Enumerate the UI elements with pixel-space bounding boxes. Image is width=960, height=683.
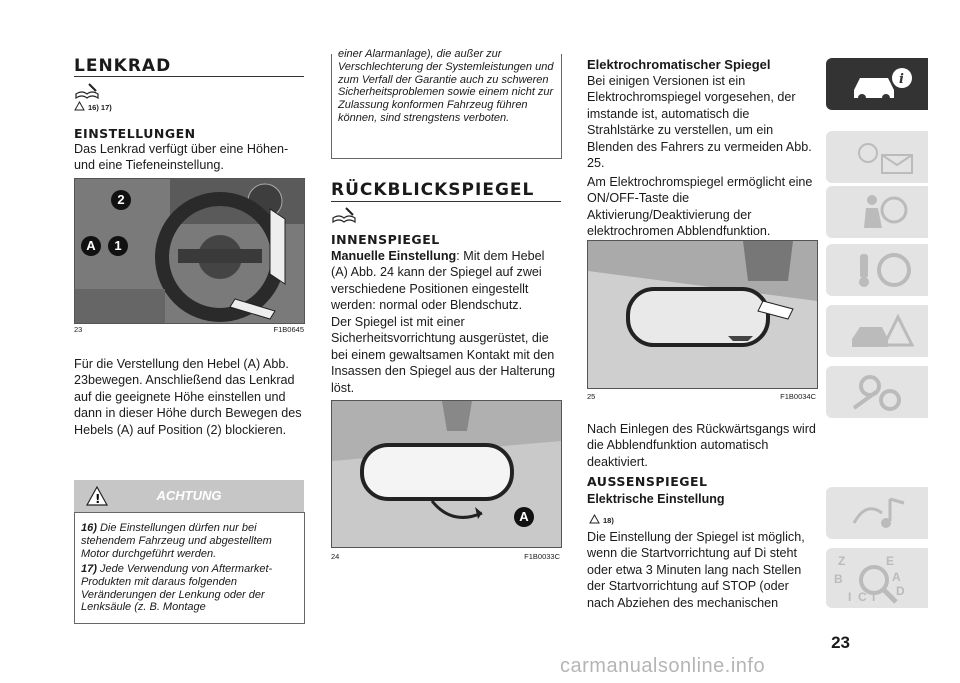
svg-text:i: i bbox=[899, 72, 904, 87]
manual-adjust-body: : Mit dem Hebel (A) Abb. 24 kann der Spiegel auf zwei verschiedene Positionen eingestellt werden: normal oder Blendschutz. bbox=[331, 249, 545, 313]
warning-item-17 bbox=[81, 563, 297, 614]
subheading-innenspiegel: INNENSPIEGEL bbox=[331, 232, 440, 247]
warning-text-17: Jede Verwendung von Aftermarket-Produkten mit daraus folgenden Veränderungen der Lenkung oder der Lenksäule (z. B. Montage bbox=[81, 563, 273, 614]
subheading-einstellungen: EINSTELLUNGEN bbox=[74, 126, 196, 141]
warning-triangle-icon bbox=[74, 101, 85, 111]
svg-text:!: ! bbox=[95, 492, 101, 506]
index-letter-z: Z bbox=[838, 554, 846, 568]
warning-box bbox=[74, 512, 305, 624]
footer-watermark: carmanualsonline.info bbox=[560, 655, 766, 677]
figure-24-number: 24 bbox=[331, 552, 340, 561]
warning-refs: 18) bbox=[603, 516, 614, 525]
heading-rule bbox=[74, 76, 304, 77]
sidebar-tab-multimedia[interactable] bbox=[826, 487, 928, 539]
warning-continued-text: einer Alarmanlage), die außer zur Verschlechterung der Systemleistungen und zum Verfall der Garantie auch zu schweren Sicherheitsproblemen sowie einem nicht zur Zulassung konformen Fahrzeug führen können, sind strengstens verboten. bbox=[338, 48, 554, 124]
sidebar-tab-warning-lights[interactable] bbox=[826, 131, 928, 183]
airbag-icon bbox=[846, 192, 916, 232]
index-letter-e: E bbox=[886, 554, 895, 568]
figure-25-number: 25 bbox=[587, 392, 596, 401]
warning-continuation-box bbox=[331, 48, 562, 159]
emergency-icon bbox=[846, 311, 916, 351]
electrochromic-p1: Bei einigen Versionen ist ein Elektrochromspiegel vorgesehen, der imstande ist, automatisch die Strahlstärke zu verstellen, um ein Blenden des Fahrers zu vermeiden Abb. 25. bbox=[587, 74, 812, 171]
section-heading-lenkrad: LENKRAD bbox=[74, 56, 172, 76]
warning-lights-icon bbox=[846, 137, 916, 177]
body-text: Für die Verstellung den Hebel (A) Abb. 23bewegen. Anschließend das Lenkrad auf die geeignete Höhe einstellen und dann in dieser Höhe durch Bewegen des Hebels (A) auf Position (2) blockieren. bbox=[74, 357, 302, 437]
warning-header bbox=[74, 480, 304, 512]
figure-25-electrochromic-mirror bbox=[587, 240, 818, 389]
figure-24-interior-mirror bbox=[331, 400, 562, 548]
sidebar-tab-safety[interactable] bbox=[826, 186, 928, 238]
warning-num-16: 16) bbox=[81, 522, 97, 534]
callout-2: 2 bbox=[111, 190, 131, 210]
warning-triangle-icon bbox=[589, 514, 600, 524]
figure-24-code: F1B0033C bbox=[524, 552, 560, 561]
index-letter-a: A bbox=[892, 570, 901, 584]
index-letter-c: C bbox=[858, 590, 867, 604]
index-letter-i: I bbox=[848, 590, 852, 604]
warning-item-16 bbox=[81, 522, 297, 560]
heading-elektrochromatischer: Elektrochromatischer Spiegel bbox=[587, 57, 771, 72]
page-number: 23 bbox=[831, 633, 850, 652]
steering-key-icon bbox=[846, 250, 916, 290]
sidebar-tab-index[interactable] bbox=[826, 548, 928, 608]
intro-text: Das Lenkrad verfügt über eine Höhen- und eine Tiefeneinstellung. bbox=[74, 142, 289, 173]
index-letter-t: T bbox=[870, 590, 878, 604]
electrochromic-p2: Am Elektrochromspiegel ermöglicht eine ON/OFF-Taste die Aktivierung/Deaktivierung der elektrochromen Abblendfunktion. bbox=[587, 175, 813, 239]
sidebar-tab-maintenance[interactable] bbox=[826, 366, 928, 418]
sidebar-tab-starting[interactable] bbox=[826, 244, 928, 296]
sidebar-tab-emergency[interactable] bbox=[826, 305, 928, 357]
heading-rule bbox=[331, 201, 561, 202]
callout-a: A bbox=[81, 236, 101, 256]
reverse-gear-text: Nach Einlegen des Rückwärtsgangs wird die Abblendfunktion automatisch deaktiviert. bbox=[587, 422, 816, 469]
car-info-icon bbox=[846, 64, 916, 104]
figure-25-code: F1B0034C bbox=[780, 392, 816, 401]
book-pencil-icon bbox=[74, 82, 100, 100]
figure-23-steering-wheel bbox=[74, 178, 305, 324]
sidebar-tab-car-info[interactable] bbox=[826, 58, 928, 110]
callout-1: 1 bbox=[108, 236, 128, 256]
subheading-elektrische-einstellung: Elektrische Einstellung bbox=[587, 492, 725, 506]
electric-adjust-text: Die Einstellung der Spiegel ist möglich, wenn die Startvorrichtung auf Di steht oder etwa 3 Minuten lang nach Stellen der Startvorrichtung auf STOP (oder nach Abziehen des mechanischen bbox=[587, 530, 805, 610]
multimedia-icon bbox=[846, 493, 916, 533]
book-pencil-icon bbox=[331, 206, 357, 224]
section-heading-rueckblickspiegel: RÜCKBLICKSPIEGEL bbox=[331, 180, 535, 200]
electrochromic-mirror-illustration bbox=[588, 241, 817, 388]
index-letter-b: B bbox=[834, 572, 843, 586]
manual-adjust-text bbox=[331, 248, 563, 314]
warning-num-17: 17) bbox=[81, 563, 97, 575]
maintenance-icon bbox=[846, 372, 916, 412]
warning-text-16: Die Einstellungen dürfen nur bei stehendem Fahrzeug und abgestelltem Motor durchgeführt werden. bbox=[81, 522, 272, 560]
warning-title: ACHTUNG bbox=[156, 488, 222, 503]
figure-23-number: 23 bbox=[74, 325, 83, 334]
figure-23-code: F1B0645 bbox=[273, 325, 304, 334]
safety-text: Der Spiegel ist mit einer Sicherheitsvorrichtung ausgerüstet, die bei einem gewaltsamen Kontakt mit den Insassen den Spiegel aus der Halterung löst. bbox=[331, 315, 556, 395]
manual-adjust-label: Manuelle Einstellung bbox=[331, 249, 457, 263]
warning-refs: 16) 17) bbox=[88, 103, 112, 112]
callout-a: A bbox=[514, 507, 534, 527]
subheading-aussenspiegel: AUSSENSPIEGEL bbox=[587, 474, 708, 489]
index-letter-d: D bbox=[896, 584, 905, 598]
